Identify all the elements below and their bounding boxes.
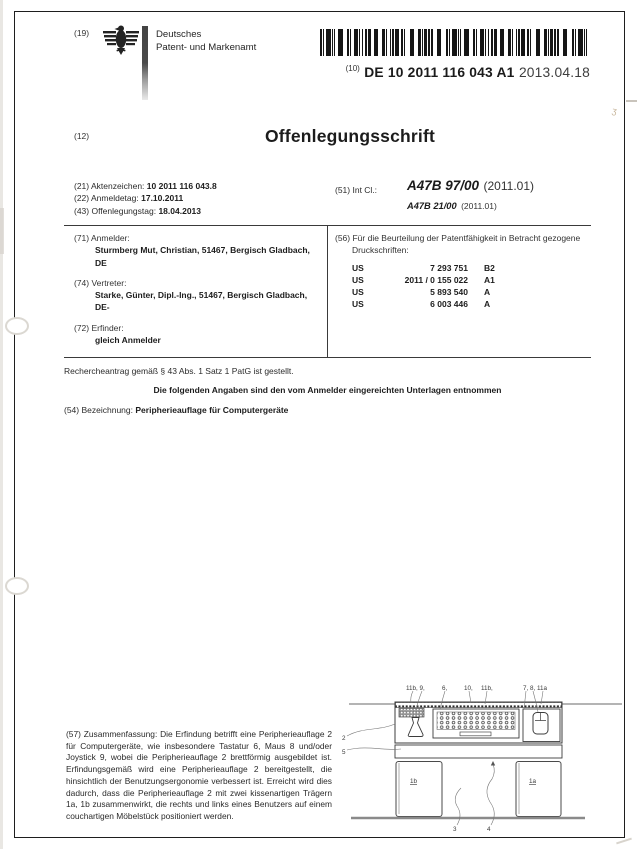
keyboard-keys [437, 712, 515, 730]
inid-72-label: (72) Erfinder: [74, 322, 124, 333]
invention-title: Peripherieauflage für Computergeräte [135, 405, 289, 415]
inid-22-label: (22) Anmeldetag: [74, 193, 139, 204]
citation-number: 6 003 446 [430, 299, 468, 310]
office-name-line1: Deutsches [156, 29, 202, 40]
citation-number: 2011 / 0 155 022 [404, 274, 468, 285]
intcl-secondary: A47B 21/00 [407, 201, 457, 211]
citation-country: US [352, 299, 364, 310]
leader-arrowhead [491, 761, 495, 766]
abstract-block [66, 729, 332, 823]
scan-artifact-smudge: ʒ [611, 105, 618, 117]
citations-cell [335, 232, 592, 310]
inid-71-label: (71) Anmelder: [74, 233, 130, 243]
erfinder-value: gleich Anmelder [95, 335, 161, 346]
citation-row [352, 286, 592, 298]
federal-eagle-logo [102, 24, 140, 56]
offenlegungstag-row [74, 205, 217, 217]
document-kind-title: Offenlegungsschrift [264, 126, 436, 146]
inid-43-label: (43) Offenlegungstag: [74, 205, 157, 216]
figure-label-3: 3 [453, 826, 457, 833]
box-bottom-rule [64, 357, 591, 358]
recherche-notice: Rechercheantrag gemäß § 43 Abs. 1 Satz 1 PatG ist gestellt. [64, 366, 294, 376]
inid-57-label: (57) Zusammenfassung: [66, 729, 158, 739]
citation-kind: A [484, 299, 491, 310]
punch-hole-top [5, 317, 29, 335]
figure-label-1a: 1a [529, 778, 537, 785]
parties-cell [74, 232, 310, 346]
punch-hole-bottom [5, 577, 29, 595]
filing-data-block [74, 180, 217, 217]
figure-label-11b-9: 11b, 9, [406, 685, 425, 692]
aktenzeichen-value: 10 2011 116 043.8 [146, 181, 217, 191]
citation-kind: A [484, 287, 491, 297]
box-column-divider [327, 225, 328, 357]
inid-54-label: (54) Bezeichnung: [64, 405, 133, 415]
offenlegungstag-value: 18.04.2013 [158, 205, 201, 216]
scan-artifact-left [0, 208, 4, 254]
scan-edge-shadow [0, 0, 3, 849]
intcl-secondary-version: (2011.01) [461, 201, 497, 211]
intcl-primary-row [407, 177, 534, 195]
board-shelf [395, 745, 562, 758]
cushion-right [516, 762, 561, 817]
spacebar [460, 732, 491, 736]
inid-10-label: (10) [345, 64, 360, 73]
publication-number: DE 10 2011 116 043 A1 [364, 65, 515, 80]
logo-divider-bar [142, 26, 148, 100]
anmeldetag-row [74, 192, 217, 204]
figure-label-2: 2 [342, 735, 346, 742]
publication-date: 2013.04.18 [518, 65, 590, 80]
figure-label-5: 5 [342, 749, 346, 756]
office-name-line2: Patent- und Markenamt [156, 42, 257, 53]
citation-number: 7 293 751 [430, 262, 468, 273]
citation-country: US [352, 287, 364, 297]
intcl-primary-version: (2011.01) [483, 179, 534, 193]
citations-table [352, 262, 592, 311]
anmeldetag-value: 17.10.2011 [141, 193, 184, 204]
inid-51-label: (51) Int Cl.: [335, 185, 378, 195]
figure-drawing [333, 679, 630, 839]
citation-country: US [352, 262, 364, 273]
citation-country: US [352, 274, 364, 285]
inid-74-label: (74) Vertreter: [74, 277, 127, 288]
citation-row [352, 274, 592, 286]
inid-12-label: (12) [74, 131, 90, 141]
figure-label-4: 4 [487, 826, 491, 833]
cushion-left [396, 762, 442, 817]
citation-row [352, 298, 592, 310]
joystick-base [399, 709, 424, 718]
angaben-notice: Die folgenden Angaben sind den vom Anmelder eingereichten Unterlagen entnommen [153, 385, 502, 395]
publication-number-line [280, 64, 590, 82]
scan-artifact-dash [626, 100, 637, 102]
figure-label-1b: 1b [410, 778, 418, 785]
citation-kind: A1 [484, 274, 495, 285]
citation-number: 5 893 540 [430, 287, 468, 297]
anmelder-value: Sturmberg Mut, Christian, 51467, Bergisch Gladbach, DE [95, 245, 310, 268]
citation-kind: B2 [484, 262, 495, 273]
inid-19-label: (19) [74, 28, 90, 38]
title-row [64, 404, 288, 416]
inid-56-label: (56) Für die Beurteilung der Patentfähigkeit in Betracht gezogene Druckschriften: [335, 233, 581, 256]
office-name [156, 28, 256, 54]
intcl-secondary-row [407, 196, 497, 214]
figure-label-10: 10, [464, 685, 473, 692]
aktenzeichen-row [74, 180, 217, 192]
figure-label-6: 6, [442, 685, 448, 692]
barcode [320, 29, 588, 56]
figure-label-11b: 11b, [481, 685, 493, 692]
vertreter-value: Starke, Günter, Dipl.-Ing., 51467, Bergisch Gladbach, DE- [95, 290, 308, 313]
abstract-text: Die Erfindung betrifft eine Peripherieauflage 2 für Computergeräte, wie insbesondere Tastatur 6, Maus 8 und/oder Joystick 9, wobei die Peripherieauflage 2 brettförmig ausgebildet ist. Erfindungsgemäß wird eine Peripherieauflage 2 bereitgestellt, die hinsichtlich der Benutzungsergonomie verbessert ist. Erreicht wird dies dadurch, dass die Peripherieauflage 2 mit zwei kissenartigen Trägern 1a, 1b zusammenwirkt, die rechts und links eines Benutzers auf einem couchartigen Möbelstück positioniert werden. [66, 729, 332, 821]
citation-row [352, 262, 592, 274]
intcl-primary: A47B 97/00 [407, 178, 480, 193]
figure-label-7-8-11a: 7, 8, 11a [523, 685, 548, 692]
inid-21-label: (21) Aktenzeichen: [74, 181, 145, 191]
